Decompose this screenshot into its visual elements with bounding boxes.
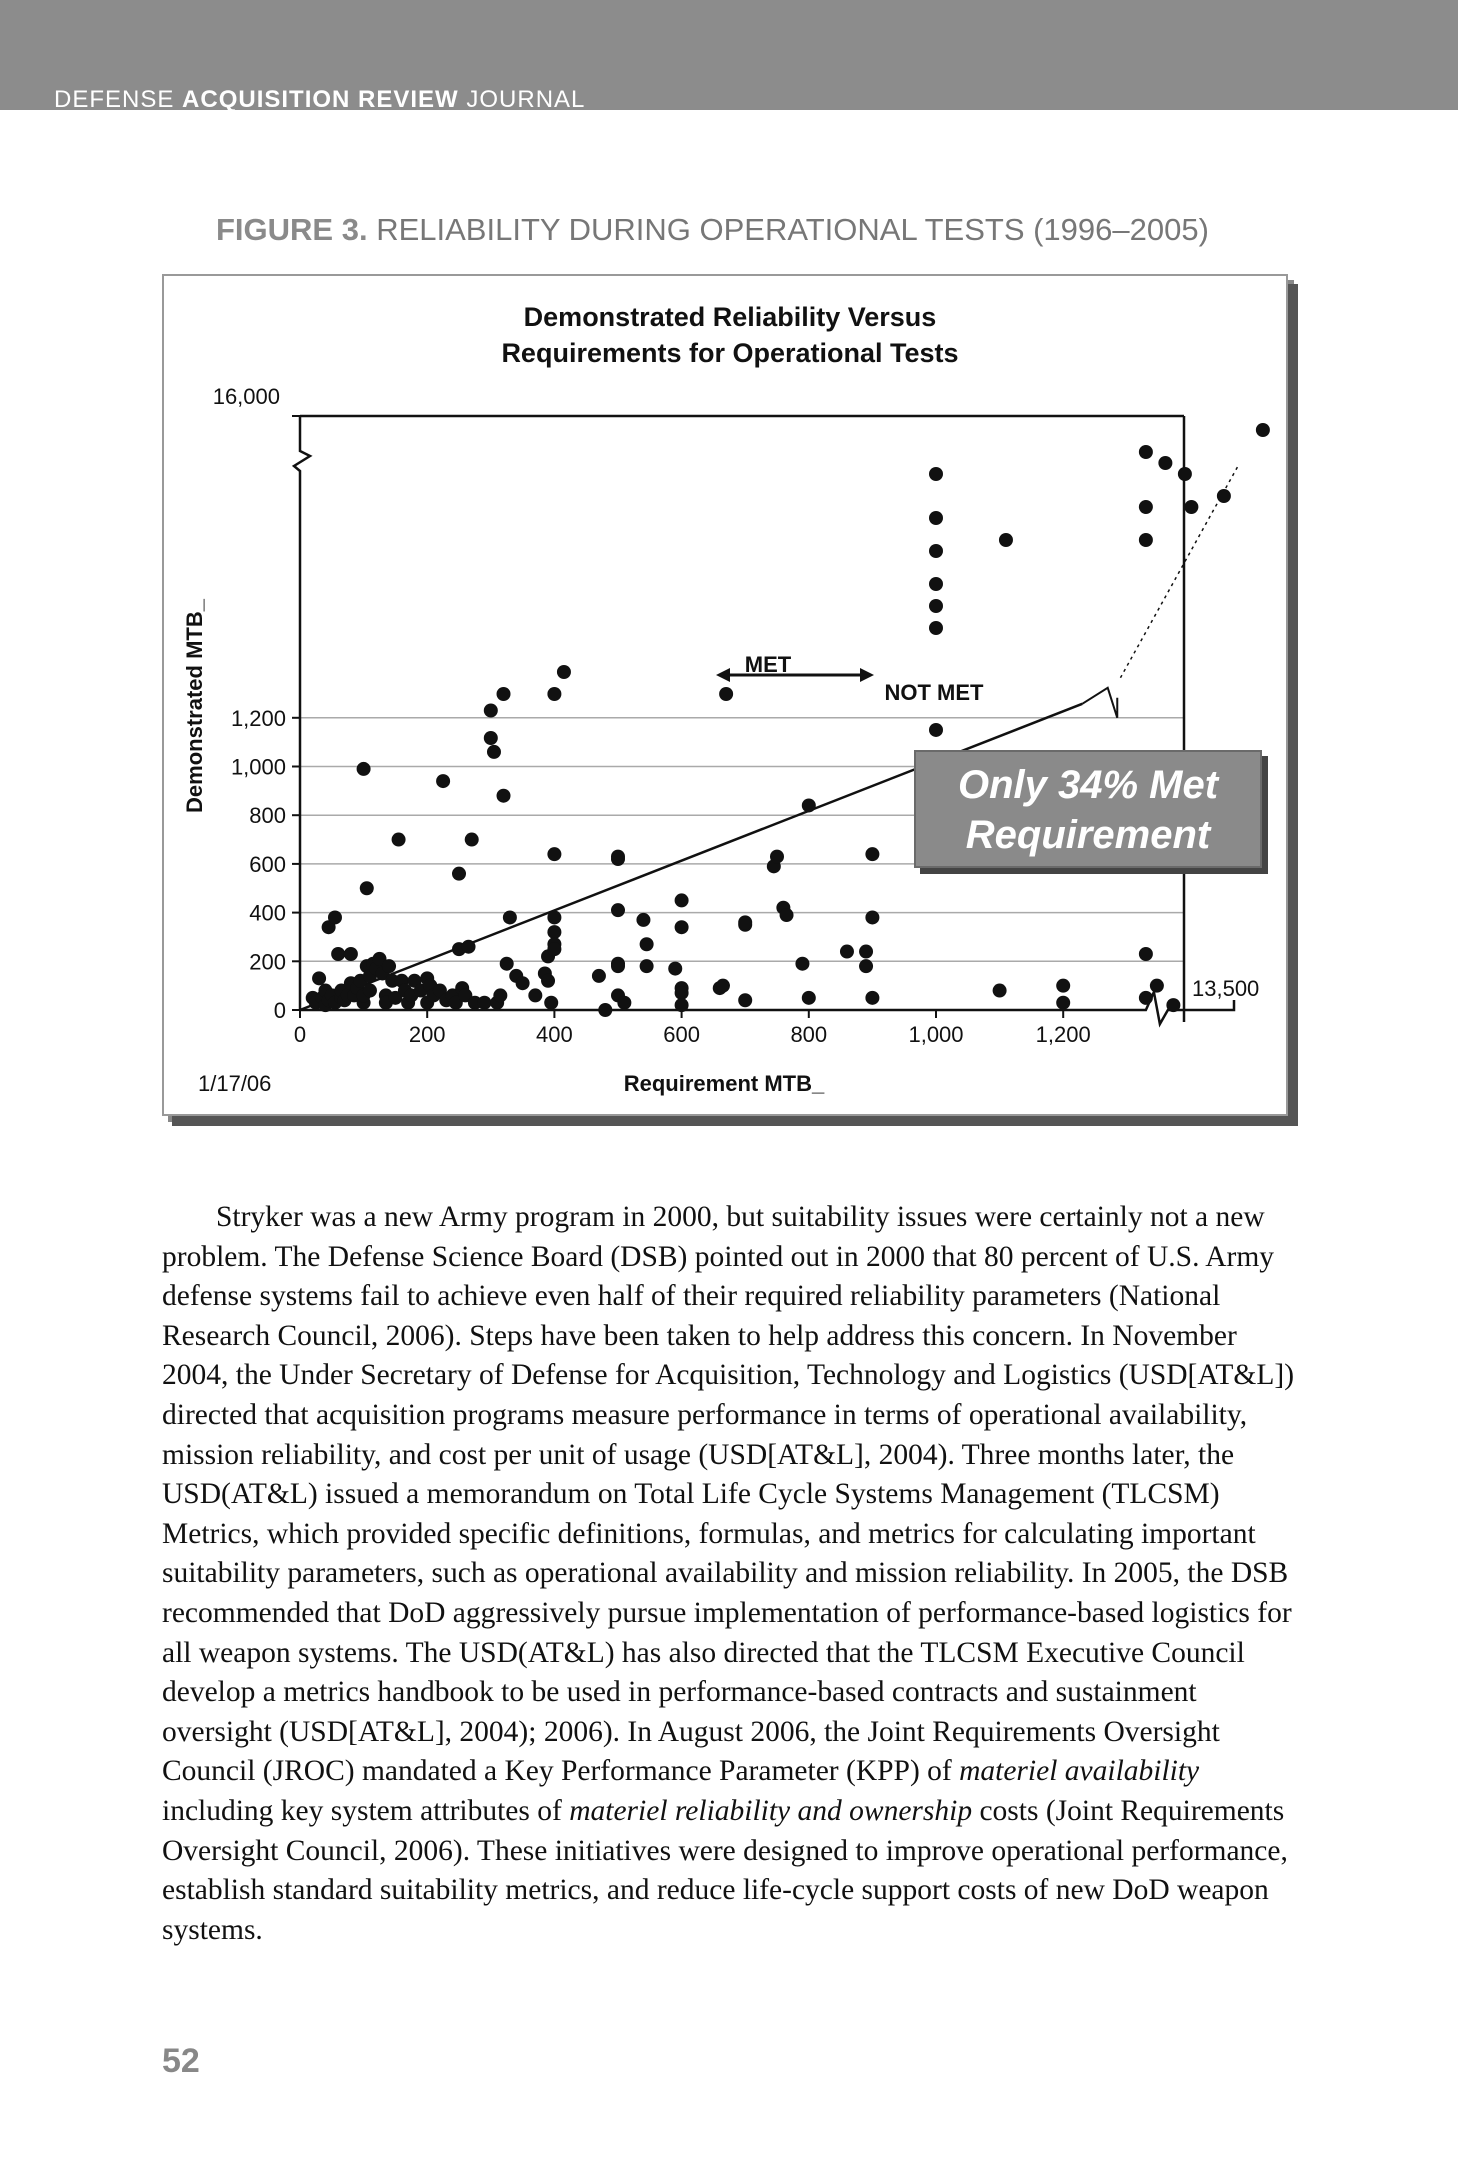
data-point-upper — [547, 687, 561, 701]
callout-line-2: Requirement — [965, 813, 1211, 857]
data-point — [795, 957, 809, 971]
data-point-upper — [557, 665, 571, 679]
data-point — [452, 867, 466, 881]
data-point — [929, 723, 943, 737]
data-point — [859, 959, 873, 973]
data-point — [382, 959, 396, 973]
data-point — [493, 988, 507, 1002]
data-point-upper — [929, 621, 943, 635]
data-point-upper — [999, 533, 1013, 547]
paragraph-text-start: Stryker was a new Army program in 2000, but suitability issues were certainly not a new problem. The Defense Science Board (DSB) pointed out in 2000 that 80 percent of U.S. Army defense systems fail to achieve even half of their required reliability parameters (National Research Council, 2006). Steps have been taken to help address this concern. In November 2004, the Under Secretary of Defense for Acquisition, Technology and Logistics (USD[AT&L]) directed that acquisition programs measure performance in terms of operational availability, mission reliability, and cost per unit of usage (USD[AT&L], 2004). Three months later, the USD(AT&L) issued a memorandum on Total Life Cycle Systems Management (TLCSM) Metrics, which provided specific definitions, formulas, and metrics for calculating important suitability parameters, such as operational availability and mission reliability. In 2005, the DSB recommended that DoD aggressively pursue implementation of performance-based logistics for all weapon systems. The USD(AT&L) has also directed that the TLCSM Executive Council develop a metrics handbook to be used in performance-based contracts and sustainment oversight (USD[AT&L], 2004); 2006). In August 2006, the Joint Requirements Oversight Council (JROC) mandated a Key Performance Parameter (KPP) of — [162, 1201, 1295, 1788]
chart-title-line-2: Requirements for Operational Tests — [501, 338, 959, 368]
data-point-upper — [929, 599, 943, 613]
figure-caption-text: RELIABILITY DURING OPERATIONAL TESTS (1996–2005) — [367, 212, 1209, 247]
data-point — [802, 991, 816, 1005]
data-point-upper — [1217, 489, 1231, 503]
date-stamp: 1/17/06 — [198, 1071, 272, 1096]
data-point-upper — [497, 687, 511, 701]
data-point — [1056, 996, 1070, 1010]
data-point — [675, 893, 689, 907]
y-tick-label: 200 — [249, 949, 286, 975]
data-point-upper — [1139, 500, 1153, 514]
data-point — [541, 974, 555, 988]
y-tick-label: 0 — [273, 998, 286, 1023]
data-point — [331, 947, 345, 961]
paragraph-text-middle: including key system attributes of — [162, 1794, 570, 1827]
data-point — [547, 942, 561, 956]
data-point — [528, 988, 542, 1002]
x-tick-label: 0 — [293, 1022, 307, 1047]
met-requirement-callout — [914, 750, 1262, 868]
x-tick-label: 800 — [790, 1022, 828, 1047]
data-point-upper — [484, 731, 498, 745]
data-point — [598, 1003, 612, 1017]
x-tick-label: 1,000 — [908, 1022, 964, 1047]
data-point — [780, 908, 794, 922]
data-point-upper — [929, 511, 943, 525]
figure-caption — [216, 212, 1316, 248]
data-point — [328, 910, 342, 924]
data-point-upper — [929, 577, 943, 591]
journal-title — [54, 88, 585, 112]
data-point — [344, 947, 358, 961]
data-point — [1056, 979, 1070, 993]
data-point — [465, 833, 479, 847]
chart-title-line-1: Demonstrated Reliability Versus — [523, 302, 937, 332]
callout-line-1: Only 34% Met — [957, 763, 1219, 807]
body-text — [162, 1198, 1296, 1950]
data-points — [306, 423, 1270, 1017]
y-tick-label: 1,200 — [230, 705, 286, 731]
reference-break — [1082, 688, 1117, 718]
data-point — [592, 969, 606, 983]
x-tick-label: 400 — [536, 1022, 573, 1047]
data-point-upper — [1184, 500, 1198, 514]
not-met-label: NOT MET — [884, 680, 984, 705]
data-point-upper — [929, 467, 943, 481]
data-point — [484, 703, 498, 717]
data-point — [436, 774, 450, 788]
data-point — [993, 984, 1007, 998]
figure-frame — [162, 274, 1288, 1116]
journal-prefix: DEFENSE — [54, 86, 183, 113]
y-tick-label: 400 — [249, 900, 286, 926]
chart — [164, 276, 1286, 1114]
data-point — [675, 920, 689, 934]
figure-label: FIGURE 3. — [216, 212, 368, 247]
data-point — [611, 959, 625, 973]
x-tick-label: 1,200 — [1035, 1022, 1091, 1047]
data-point — [636, 913, 650, 927]
x-tick-label: 200 — [408, 1022, 446, 1047]
data-point — [487, 745, 501, 759]
data-point — [802, 798, 816, 812]
met-label: MET — [744, 652, 792, 677]
data-point — [462, 940, 476, 954]
data-point — [477, 996, 491, 1010]
data-point — [503, 910, 517, 924]
data-point — [500, 957, 514, 971]
data-point — [1139, 991, 1153, 1005]
page-number: 52 — [162, 2042, 200, 2080]
data-point-upper — [719, 687, 733, 701]
data-point-upper — [1139, 445, 1153, 459]
data-point-upper — [1256, 423, 1270, 437]
data-point-upper — [1158, 456, 1172, 470]
not-met-arrowhead — [860, 668, 874, 682]
data-point — [738, 915, 752, 929]
data-point — [640, 959, 654, 973]
data-point-upper — [1178, 467, 1192, 481]
data-point — [738, 993, 752, 1007]
data-point — [547, 847, 561, 861]
data-point — [363, 984, 377, 998]
data-point — [668, 962, 682, 976]
data-point — [497, 789, 511, 803]
data-point — [770, 850, 784, 864]
data-point — [516, 976, 530, 990]
journal-bold: ACQUISITION REVIEW — [182, 86, 459, 113]
data-point — [865, 847, 879, 861]
data-point — [859, 945, 873, 959]
x-tick-label: 600 — [663, 1022, 700, 1047]
data-point — [1139, 947, 1153, 961]
y-axis-title: Demonstrated MTB_ — [182, 599, 207, 813]
y-top-label: 16,000 — [212, 384, 280, 409]
journal-suffix: JOURNAL — [458, 86, 586, 113]
met-arrowhead — [716, 668, 730, 682]
data-point — [544, 996, 558, 1010]
data-point — [716, 979, 730, 993]
data-point — [1166, 998, 1180, 1012]
data-point — [865, 991, 879, 1005]
data-point — [392, 833, 406, 847]
data-point — [675, 998, 689, 1012]
data-point — [640, 937, 654, 951]
paragraph-text-end: costs (Joint Requirements Oversight Council, 2006). These initiatives were designed to improve operational performance, establish standard suitability metrics, and reduce life-cycle support costs of new DoD weapon systems. — [162, 1794, 1288, 1946]
y-tick-label: 800 — [249, 803, 286, 829]
data-point — [611, 850, 625, 864]
y-tick-label: 600 — [249, 851, 286, 877]
data-point — [360, 881, 374, 895]
data-point — [840, 945, 854, 959]
italic-term-2: materiel reliability and ownership — [569, 1794, 973, 1827]
x-break-label: 13,500 — [1192, 976, 1260, 1001]
data-point — [547, 925, 561, 939]
data-point-upper — [929, 544, 943, 558]
data-point — [547, 910, 561, 924]
data-point — [617, 996, 631, 1010]
data-point — [611, 903, 625, 917]
data-point — [312, 971, 326, 985]
data-point — [865, 910, 879, 924]
data-point — [357, 762, 371, 776]
data-point — [675, 986, 689, 1000]
x-axis-title: Requirement MTB_ — [623, 1071, 825, 1096]
italic-term-1: materiel availability — [959, 1755, 1200, 1788]
data-point-upper — [1139, 533, 1153, 547]
y-tick-label: 1,000 — [230, 754, 286, 780]
data-point — [1150, 979, 1164, 993]
y-axis — [294, 416, 310, 1010]
body-paragraph — [162, 1198, 1296, 1950]
